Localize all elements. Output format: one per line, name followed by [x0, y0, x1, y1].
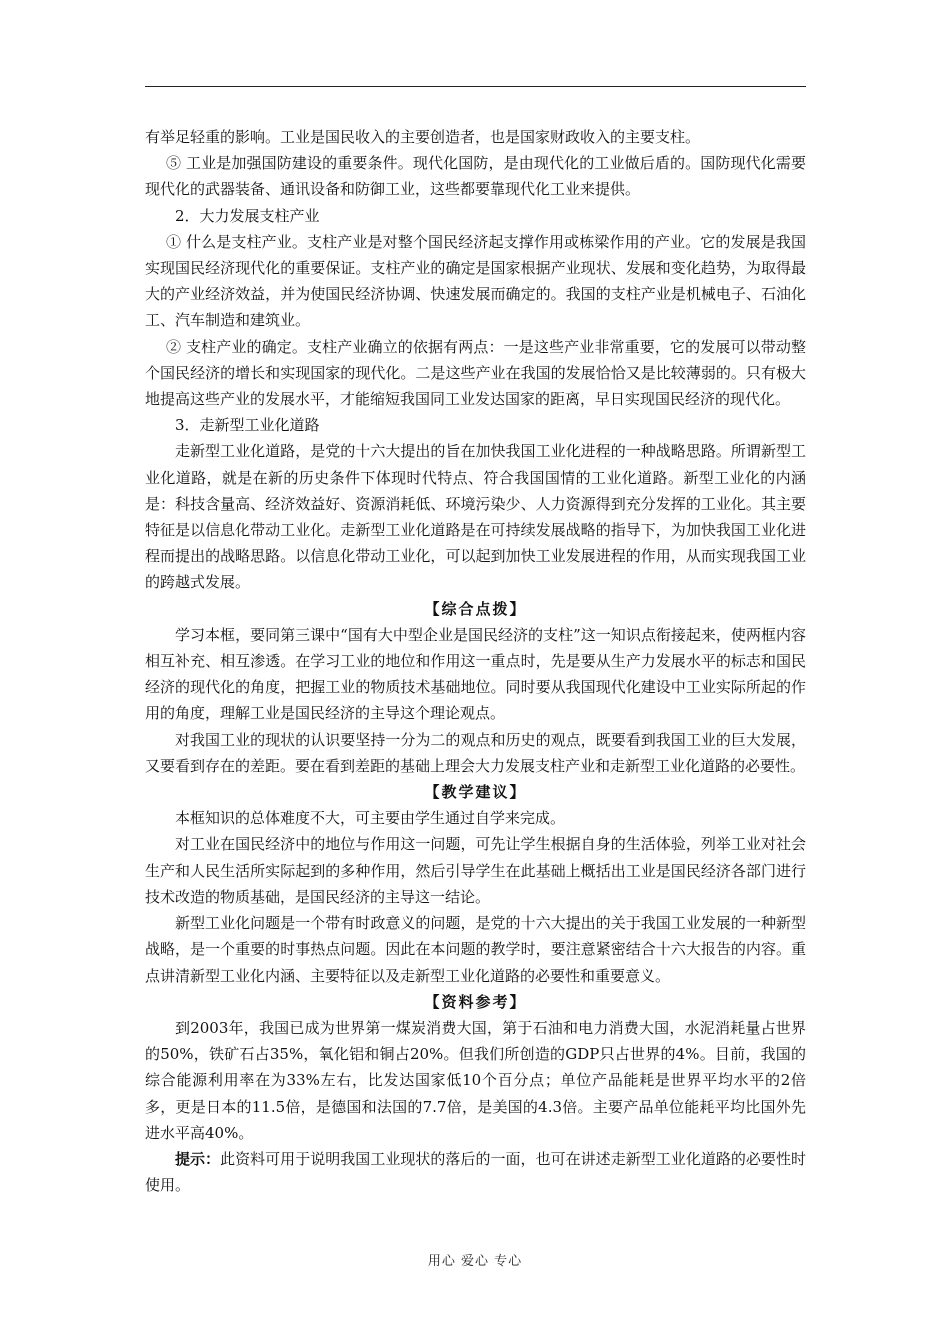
paragraph-teaching-2: 对工业在国民经济中的地位与作用这一问题，可先让学生根据自身的生活体验，列举工业对社会生产和人民生活所实际起到的多种作用，然后引导学生在此基础上概括出工业是国民经济各部门进行技术改造的物质基础，是国民经济的主导这一结论。: [145, 835, 806, 906]
paragraph-overview-2: 对我国工业的现状的认识要坚持一分为二的观点和历史的观点，既要看到我国工业的巨大发展，又要看到存在的差距。要在看到差距的基础上理会大力发展支柱产业和走新型工业化道路的必要性。: [145, 730, 806, 775]
paragraph-pillar-basis: ② 支柱产业的确定。支柱产业确立的依据有两点：一是这些产业非常重要，它的发展可以带动整个国民经济的增长和实现国家的现代化。二是这些产业在我国的发展恰恰又是比较薄弱的。只有极大地提高这些产业的发展水平，才能缩短我国同工业发达国家的距离，早日实现国民经济的现代化。: [145, 337, 806, 409]
tip-text: 此资料可用于说明我国工业现状的落后的一面，也可在讲述走新型工业化道路的必要性时使用。: [145, 1149, 806, 1195]
paragraph-tip: [145, 1146, 806, 1198]
heading-pillar-industry: 2．大力发展支柱产业: [175, 206, 320, 225]
document-body: [145, 124, 806, 1198]
section-heading-teaching: 【教学建议】: [424, 783, 527, 802]
tip-label: 提示：: [175, 1149, 221, 1168]
section-heading-reference: 【资料参考】: [424, 992, 527, 1011]
paragraph-teaching-1: 本框知识的总体难度不大，可主要由学生通过自学来完成。: [175, 809, 566, 828]
section-heading-overview: 【综合点拨】: [424, 599, 527, 618]
paragraph-income: 有举足轻重的影响。工业是国民收入的主要创造者，也是国家财政收入的主要支柱。: [145, 128, 701, 146]
paragraph-new-industrialization: 走新型工业化道路，是党的十六大提出的旨在加快我国工业化进程的一种战略思路。所谓新型工业化道路，就是在新的历史条件下体现时代特点、符合我国国情的工业化道路。新型工业化的内涵是：科技含量高、经济效益好、资源消耗低、环境污染少、人力资源得到充分发挥的工业化。其主要特征是以信息化带动工业化。走新型工业化道路是在可持续发展战略的指导下，为加快我国工业化进程而提出的战略思路。以信息化带动工业化，可以起到加快工业发展进程的作用，从而实现我国工业的跨越式发展。: [145, 442, 806, 592]
paragraph-reference: 到2003年，我国已成为世界第一煤炭消费大国，第于石油和电力消费大国，水泥消耗量占世界的50%，铁矿石占35%，氧化铝和铜占20%。但我们所创造的GDP只占世界的4%。目前，我国的综合能源利用率在为33%左右，比发达国家低10个百分点；单位产品能耗是世界平均水平的2倍多，更是日本的11.5倍，是德国和法国的7.7倍，是美国的4.3倍。主要产品单位能耗平均比国外先进水平高40%。: [145, 1018, 806, 1142]
paragraph-defense: ⑤ 工业是加强国防建设的重要条件。现代化国防，是由现代化的工业做后盾的。国防现代化需要现代化的武器装备、通讯设备和防御工业，这些都要靠现代化工业来提供。: [145, 154, 806, 199]
paragraph-pillar-definition: ① 什么是支柱产业。支柱产业是对整个国民经济起支撑作用或栋梁作用的产业。它的发展是我国实现国民经济现代化的重要保证。支柱产业的确定是国家根据产业现状、发展和变化趋势，为取得最大的产业经济效益，并为使国民经济协调、快速发展而确定的。我国的支柱产业是机械电子、石油化工、汽车制造和建筑业。: [145, 232, 806, 330]
heading-new-industrialization: 3．走新型工业化道路: [175, 416, 320, 435]
paragraph-teaching-3: 新型工业化问题是一个带有时政意义的问题，是党的十六大提出的关于我国工业发展的一种新型战略，是一个重要的时事热点问题。因此在本问题的教学时，要注意紧密结合十六大报告的内容。重点讲清新型工业化内涵、主要特征以及走新型工业化道路的必要性和重要意义。: [145, 914, 806, 985]
page-footer: 用心 爱心 专心: [427, 1254, 523, 1269]
paragraph-overview-1: 学习本框，要同第三课中“国有大中型企业是国民经济的支柱”这一知识点衔接起来，使两框内容相互补充、相互渗透。在学习工业的地位和作用这一重点时，先是要从生产力发展水平的标志和国民经济的现代化的角度，把握工业的物质技术基础地位。同时要从我国现代化建设中工业实际所起的作用的角度，理解工业是国民经济的主导这个理论观点。: [145, 625, 806, 723]
header-rule: [145, 86, 806, 87]
